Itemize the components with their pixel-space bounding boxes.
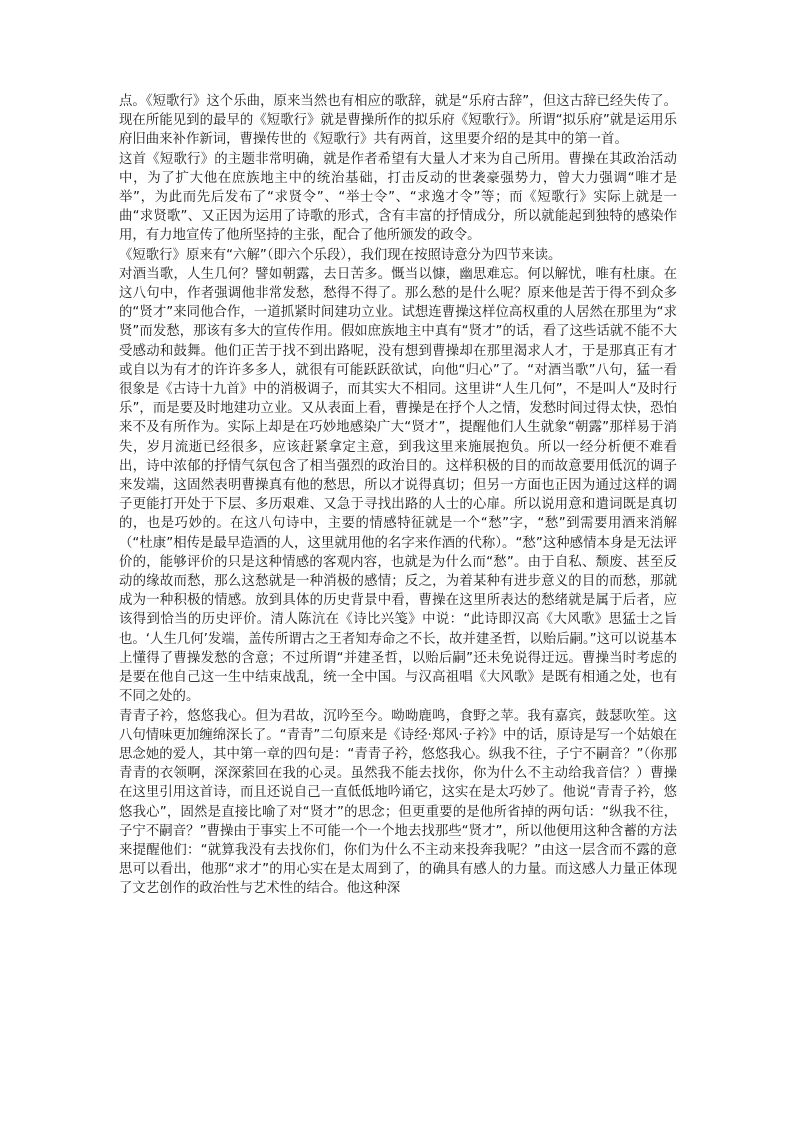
paragraph-1: 点。《短歌行》这个乐曲，原来当然也有相应的歌辞，就是“乐府古辞”，但这古辞已经失传了。现在所能见到的最早的《短歌行》就是曹操所作的拟乐府《短歌行》。所谓“拟乐府”就是运用乐府旧曲来补作新词，曹操传世的《短歌行》共有两首，这里要介绍的是其中的第一首。: [119, 94, 677, 148]
paragraph-4: 对酒当歌，人生几何？譬如朝露，去日苦多。慨当以慷，幽思难忘。何以解忧，唯有杜康。在这八句中，作者强调他非常发愁，愁得不得了。那么愁的是什么呢？原来他是苦于得不到众多的“贤才”来同他合作，一道抓紧时间建功立业。试想连曹操这样位高权重的人居然在那里为“求贤”而发愁，那该有多大的宣传作用。假如庶族地主中真有“贤才”的话，看了这些话就不能不大受感动和鼓舞。他们正苦于找不到出路呢，没有想到曹操却在那里渴求人才，于是那真正有才或自以为有才的许许多多人，就很有可能跃跃欲试，向他“归心”了。“对酒当歌”八句，猛一看很象是《古诗十九首》中的消极调子，而其实大不相同。这里讲“人生几何”，不是叫人“及时行乐”，而是要及时地建功立业。又从表面上看，曹操是在抒个人之情，发愁时间过得太快，恐怕来不及有所作为。实际上却是在巧妙地感染广大“贤才”，提醒他们人生就象“朝露”那样易于消失，岁月流逝已经很多，应该赶紧拿定主意，到我这里来施展抱负。所以一经分析便不难看出，诗中浓郁的抒情气氛包含了相当强烈的政治目的。这样积极的目的而故意要用低沉的调子来发端，这固然表明曹操真有他的愁思，所以才说得真切；但另一方面也正因为通过这样的调子更能打开处于下层、多历艰难、又急于寻找出路的人士的心扉。所以说用意和遣词既是真切的，也是巧妙的。在这八句诗中，主要的情感特征就是一个“愁”字，“愁”到需要用酒来消解（“杜康”相传是最早造酒的人，这里就用他的名字来作酒的代称）。“愁”这种感情本身是无法评价的，能够评价的只是这种情感的客观内容，也就是为什么而“愁”。由于自私、颓废、甚至反动的缘故而愁，那么这愁就是一种消极的感情；反之，为着某种有进步意义的目的而愁，那就成为一种积极的情感。放到具体的历史背景中看，曹操在这里所表达的愁绪就是属于后者，应该得到恰当的历史评价。清人陈沆在《诗比兴笺》中说：“此诗即汉高《大风歌》思猛士之旨也。‘人生几何’发端，盖传所谓古之王者知寿命之不长，故并建圣哲，以贻后嗣。”这可以说基本上懂得了曹操发愁的含意；不过所谓“并建圣哲，以贻后嗣”还未免说得迂远。曹操当时考虑的是要在他自己这一生中结束战乱，统一全中国。与汉高祖唱《大风歌》是既有相通之处，也有不同之处的。: [119, 266, 677, 705]
document-page: [119, 92, 677, 899]
paragraph-3: 《短歌行》原来有“六解”（即六个乐段），我们现在按照诗意分为四节来读。: [119, 247, 562, 263]
paragraph-5: 青青子衿，悠悠我心。但为君故，沉吟至今。呦呦鹿鸣，食野之苹。我有嘉宾，鼓瑟吹笙。这八句情味更加缠绵深长了。“青青”二句原来是《诗经·郑风·子衿》中的话，原诗是写一个姑娘在思念她的爱人，其中第一章的四句是：“青青子衿，悠悠我心。纵我不往，子宁不嗣音？”（你那青青的衣领啊，深深萦回在我的心灵。虽然我不能去找你，你为什么不主动给我音信？）曹操在这里引用这首诗，而且还说自己一直低低地吟诵它，这实在是太巧妙了。他说“青青子衿，悠悠我心”，固然是直接比喻了对“贤才”的思念；但更重要的是他所省掉的两句话：“纵我不往，子宁不嗣音？”曹操由于事实上不可能一个一个地去找那些“贤才”，所以他便用这种含蓄的方法来提醒他们：“就算我没有去找你们，你们为什么不主动来投奔我呢？”由这一层含而不露的意思可以看出，他那“求才”的用心实在是太周到了，的确具有感人的力量。而这感人力量正体现了文艺创作的政治性与艺术性的结合。他这种深: [119, 708, 678, 897]
paragraph-2: 这首《短歌行》的主题非常明确，就是作者希望有大量人才来为自己所用。曹操在其政治活动中，为了扩大他在庶族地主中的统治基础，打击反动的世袭豪强势力，曾大力强调“唯才是举”，为此而先后发布了“求贤令”、“举士令”、“求逸才令”等；而《短歌行》实际上就是一曲“求贤歌”、又正因为运用了诗歌的形式，含有丰富的抒情成分，所以就能起到独特的感染作用，有力地宣传了他所坚持的主张，配合了他所颁发的政令。: [119, 151, 677, 244]
